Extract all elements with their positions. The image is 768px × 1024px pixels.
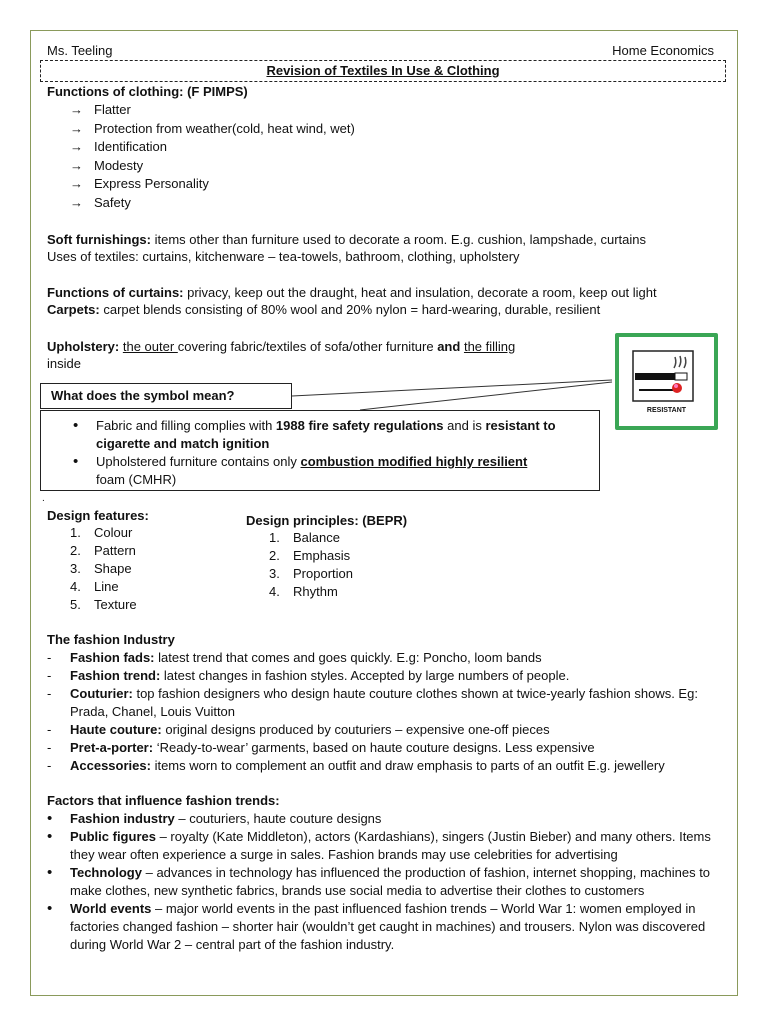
page-title: Revision of Textiles In Use & Clothing — [266, 63, 500, 78]
list-item: • Upholstered furniture contains only combustion modified highly resilient foam (CMHR) — [73, 453, 528, 487]
bullet-icon: • — [73, 417, 79, 434]
list-item: 1. Colour — [70, 525, 133, 540]
arrow-icon: → — [70, 120, 83, 136]
list-item: 1. Balance — [269, 530, 340, 545]
fire-resistant-symbol — [615, 333, 718, 430]
bullet-icon: • — [47, 900, 53, 917]
symbol-label: RESISTANT — [646, 407, 687, 414]
carpets: Carpets: carpet blends consisting of 80% wool and 20% nylon = hard-wearing, durable, resilient — [47, 302, 601, 317]
functions-of-curtains: Functions of curtains: privacy, keep out the draught, heat and insulation, decorate a room, keep out light — [47, 285, 657, 300]
list-item: 2. Pattern — [70, 543, 136, 558]
arrow-icon: → — [70, 102, 83, 117]
list-item: → Identification — [70, 139, 167, 155]
list-item: 4. Rhythm — [269, 584, 338, 599]
soft-furnishings: Soft furnishings: items other than furniture used to decorate a room. E.g. cushion, lampshade, curtains — [47, 232, 646, 247]
arrow-icon: → — [70, 176, 83, 192]
list-item: - Pret-a-porter: ‘Ready-to-wear’ garments, based on haute couture designs. Less expensive — [47, 740, 595, 755]
symbol-question: What does the symbol mean? — [51, 388, 235, 403]
list-item: 2. Emphasis — [269, 548, 351, 563]
design-features-heading: Design features: — [47, 508, 149, 523]
design-principles-list — [269, 529, 353, 601]
list-item: • Fabric and filling complies with 1988 fire safety regulations and is resistant to cigarette and match ignition — [73, 417, 556, 451]
list-item: - Fashion fads: latest trend that comes and goes quickly. E.g: Poncho, loom bands — [47, 650, 542, 665]
list-item: - Haute couture: original designs produced by couturiers – expensive one-off pieces — [47, 722, 550, 737]
list-item: - Fashion trend: latest changes in fashion styles. Accepted by large numbers of people. — [47, 668, 570, 683]
fashion-list — [47, 649, 727, 775]
list-item: - Couturier: top fashion designers who design haute couture clothes shown at twice-yearly fashion shows. Eg: Prada, Chanel, Louis Vuitton — [47, 686, 698, 719]
list-item: 3. Shape — [70, 561, 132, 576]
list-item: • Public figures – royalty (Kate Middleton), actors (Kardashians), singers (Justin Bieber) and many others. Items they wear often experience a surge in sales. Fashion brands may use celebrities for advertising — [47, 828, 711, 862]
arrow-icon: → — [70, 157, 83, 173]
callout-line-top — [292, 380, 612, 396]
bullet-icon: • — [47, 828, 53, 845]
list-item: 4. Line — [70, 579, 119, 594]
arrow-icon: → — [70, 194, 83, 210]
list-item: → Flatter — [70, 102, 131, 117]
factors-heading: Factors that influence fashion trends: — [47, 793, 280, 808]
fashion-heading: The fashion Industry — [47, 632, 175, 647]
design-features-list — [70, 524, 137, 614]
list-item: 3. Proportion — [269, 566, 353, 581]
functions-heading: Functions of clothing: (F PIMPS) — [47, 84, 248, 99]
list-item: → Protection from weather(cold, heat wind, wet) — [70, 120, 355, 136]
teacher-name: Ms. Teeling — [47, 43, 113, 58]
uses-of-textiles: Uses of textiles: curtains, kitchenware – tea-towels, bathroom, clothing, upholstery — [47, 249, 520, 264]
bullet-icon: • — [47, 810, 53, 827]
upholstery-line: Upholstery: the outer covering fabric/textiles of sofa/other furniture and the filling — [47, 339, 516, 354]
subject-name: Home Economics — [612, 43, 714, 58]
symbol-question-box — [40, 383, 292, 409]
upholstery-inside: inside — [47, 356, 81, 371]
list-item: → Safety — [70, 194, 131, 210]
bullet-icon: • — [47, 864, 53, 881]
bullet-icon: • — [73, 453, 79, 470]
list-item: 5. Texture — [70, 597, 137, 612]
list-item: → Modesty — [70, 157, 144, 173]
list-item: → Express Personality — [70, 176, 209, 192]
design-principles-heading: Design principles: (BEPR) — [246, 513, 408, 528]
arrow-icon: → — [70, 139, 83, 155]
list-item: • Fashion industry – couturiers, haute couture designs — [47, 810, 382, 827]
factors-list — [47, 810, 727, 954]
symbol-answer-box — [40, 410, 600, 491]
symbol-answer-list — [73, 417, 593, 489]
list-item: • World events – major world events in the past influenced fashion trends – World War 1: women employed in factories changed fashion – shorter hair (wouldn’t get caught in machines) and trousers. Nylon was discovered during World War 2 – central part of the fashion industry. — [47, 900, 706, 952]
stray-dot: . — [42, 493, 45, 504]
list-item: - Accessories: items worn to complement an outfit and draw emphasis to parts of an outfit E.g. jewellery — [47, 758, 665, 773]
list-item: • Technology – advances in technology has influenced the production of fashion, internet shopping, machines to make clothes, new synthetic fabrics, brands use social media to advertise their clothes to customers — [47, 864, 711, 898]
